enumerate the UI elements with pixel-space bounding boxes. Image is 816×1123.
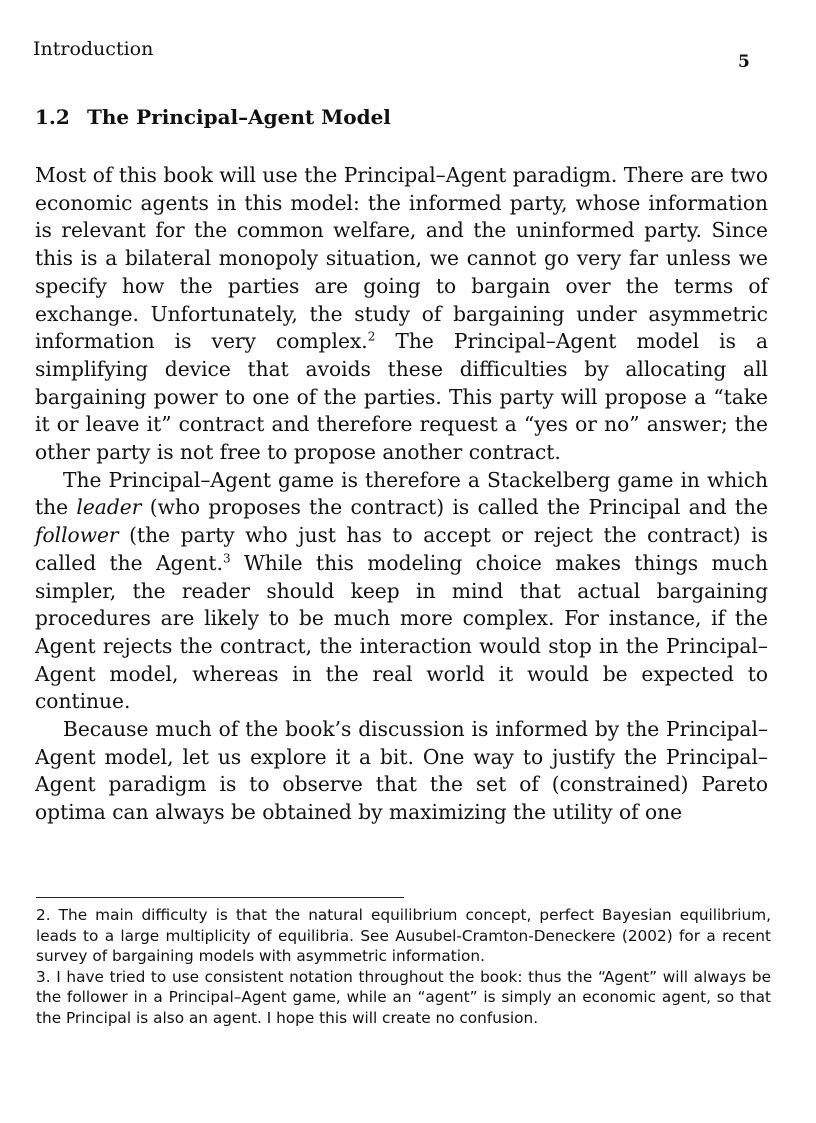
paragraph-2-text-b: (who proposes the contract) is called the Principal and the — [141, 495, 768, 520]
paragraph-2-text-a: The Principal–Agent game is therefore a Stackelberg game in which the — [35, 467, 768, 520]
running-head: Introduction — [33, 38, 154, 60]
paragraph-1-text-b: The Principal–Agent model is a simplifying device that avoids these difficulties by allocating all bargaining power to one of the parties. This party will propose a “take it or leave it” contract and therefore request a “yes or no” answer; the other party is not free to propose another contract. — [35, 329, 769, 465]
paragraph-2-text-d: While this modeling choice makes things much simpler, the reader should keep in mind that actual bargaining procedures are likely to be much more complex. For instance, if the Agent rejects the contract, the interaction would stop in the Principal–Agent model, whereas in the real world it would be expected to continue. — [35, 550, 768, 714]
section-number: 1.2 — [35, 105, 70, 129]
footnotes — [36, 905, 771, 1028]
footnote-2: 2. The main difficulty is that the natural equilibrium concept, perfect Bayesian equilibrium, leads to a large multiplicity of equilibria. See Ausubel-Cramton-Deneckere (2002) for a recent survey of bargaining models with asymmetric information. — [36, 906, 771, 965]
footnote-ref-2: 2 — [367, 329, 376, 344]
body-text — [35, 162, 768, 827]
term-leader: leader — [76, 495, 142, 520]
footnote-ref-3: 3 — [222, 551, 231, 566]
paragraph-1 — [35, 162, 768, 467]
page-number: 5 — [738, 52, 750, 72]
paragraph-2-text-c: (the party who just has to accept or reject the contract) is called the Agent. — [35, 523, 768, 575]
footnote-3: 3. I have tried to use consistent notation throughout the book: thus the “Agent” will always be the follower in a Principal–Agent game, while an “agent” is simply an economic agent, so that the Principal is also an agent. I hope this will create no confusion. — [36, 967, 771, 1027]
paragraph-2 — [35, 467, 768, 716]
paragraph-3: Because much of the book’s discussion is informed by the Principal–Agent model, let us explore it a bit. One way to justify the Principal–Agent paradigm is to observe that the set of (constrained) Pareto optima can always be obtained by maximizing the utility of one — [35, 717, 768, 825]
term-follower: follower — [35, 523, 119, 548]
section-heading — [35, 105, 391, 129]
paragraph-1-text-a: Most of this book will use the Principal–Agent paradigm. There are two economic agents in this model: the informed party, whose information is relevant for the common welfare, and the uninformed party. Since this is a bilateral monopoly situation, we cannot go very far unless we specify how the parties are going to bargain over the terms of exchange. Unfortunately, the study of bargaining under asymmetric information is very complex. — [35, 163, 768, 354]
section-title: The Principal–Agent Model — [87, 105, 391, 129]
footnote-divider — [36, 897, 404, 898]
